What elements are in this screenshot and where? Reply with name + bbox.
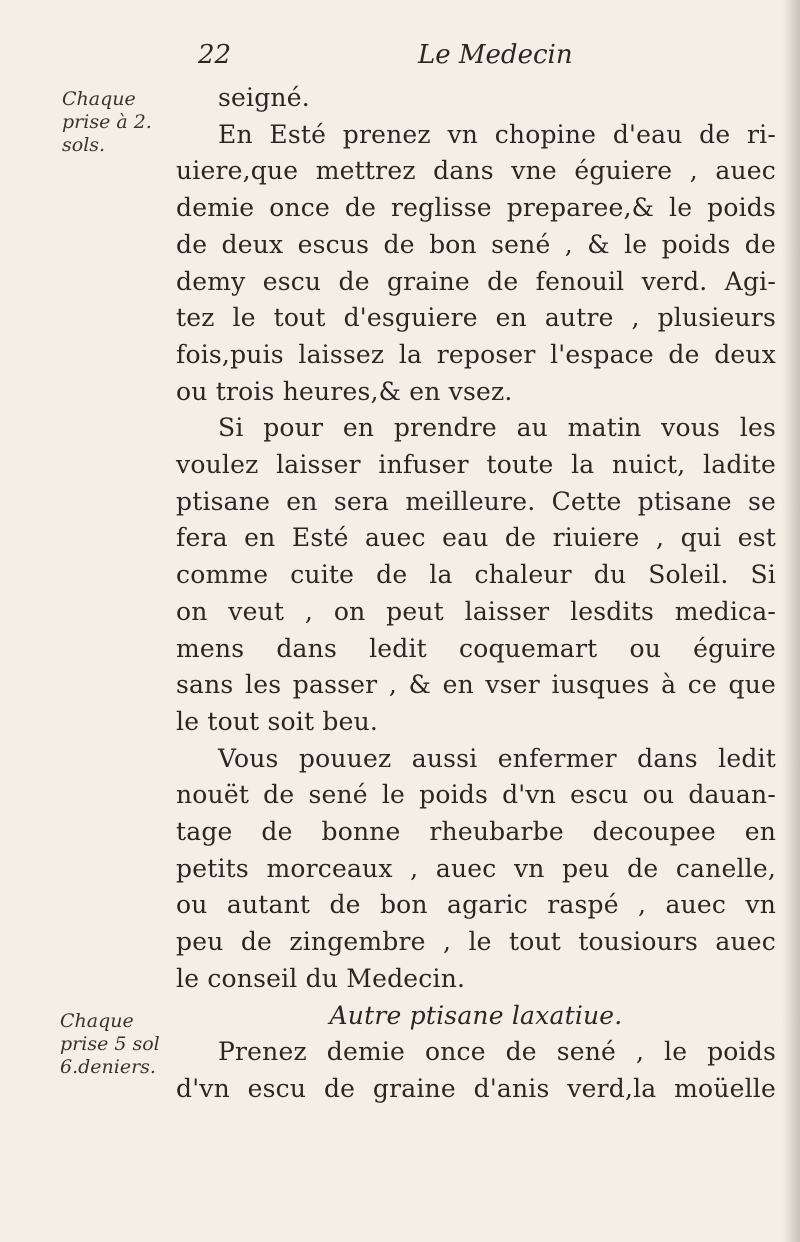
text-line: peu de zingembre , le tout tousiours auec bbox=[176, 927, 776, 957]
margin-note-price-2 bbox=[60, 1010, 160, 1079]
text-line: mens dans ledit coquemart ou éguire bbox=[176, 633, 776, 663]
text-line: fera en Esté auec eau de riuiere , qui est bbox=[176, 523, 776, 553]
text-line: fois,puis laissez la reposer l'espace de deux bbox=[176, 339, 776, 369]
text-line: Vous pouuez aussi enfermer dans ledit bbox=[218, 743, 776, 773]
text-line: on veut , on peut laisser lesdits medica- bbox=[176, 596, 776, 626]
text-line: de deux escus de bon sené , & le poids de bbox=[176, 229, 776, 259]
page-number: 22 bbox=[198, 40, 232, 70]
text-line: tez le tout d'esguiere en autre , plusieurs bbox=[176, 303, 776, 333]
margin-note-line: Chaque bbox=[62, 88, 136, 110]
text-line: petits morceaux , auec vn peu de canelle, bbox=[176, 853, 776, 883]
margin-note-line: sols. bbox=[62, 134, 106, 156]
text-line: seigné. bbox=[218, 83, 310, 112]
text-line: uiere,que mettrez dans vne éguiere , auec bbox=[176, 156, 776, 186]
page-header bbox=[0, 40, 800, 74]
text-line: sans les passer , & en vser iusques à ce que bbox=[176, 670, 776, 700]
margin-note-line: Chaque bbox=[60, 1010, 134, 1032]
text-line: voulez laisser infuser toute la nuict, ladite bbox=[176, 450, 776, 480]
text-line: comme cuite de la chaleur du Soleil. Si bbox=[176, 560, 776, 590]
text-line: le conseil du Medecin. bbox=[176, 963, 466, 993]
text-line: demy escu de graine de fenouil verd. Agi- bbox=[176, 266, 776, 296]
page-edge-shadow bbox=[782, 0, 800, 1242]
text-line: ou autant de bon agaric raspé , auec vn bbox=[176, 890, 776, 920]
text-line: En Esté prenez vn chopine d'eau de ri- bbox=[218, 119, 776, 149]
text-line: ou trois heures,& en vsez. bbox=[176, 376, 513, 406]
running-title: Le Medecin bbox=[418, 40, 573, 70]
body-text bbox=[176, 80, 776, 1108]
text-line: demie once de reglisse preparee,& le poids bbox=[176, 193, 776, 223]
margin-note-line: prise à 2. bbox=[62, 111, 152, 133]
text-line: Prenez demie once de sené , le poids bbox=[218, 1037, 776, 1067]
text-line: Si pour en prendre au matin vous les bbox=[218, 413, 776, 443]
margin-note-line: prise 5 sol bbox=[60, 1033, 160, 1055]
text-line: tage de bonne rheubarbe decoupee en bbox=[176, 817, 776, 847]
text-line: ptisane en sera meilleure. Cette ptisane se bbox=[176, 486, 776, 516]
margin-note-price-1 bbox=[62, 88, 152, 157]
section-subheading: Autre ptisane laxatiue. bbox=[329, 1000, 623, 1030]
margin-note-line: 6.deniers. bbox=[60, 1056, 156, 1078]
text-line: le tout soit beu. bbox=[176, 706, 379, 736]
text-line: d'vn escu de graine d'anis verd,la moüelle bbox=[176, 1073, 776, 1103]
text-line: nouët de sené le poids d'vn escu ou dauan- bbox=[176, 780, 776, 810]
